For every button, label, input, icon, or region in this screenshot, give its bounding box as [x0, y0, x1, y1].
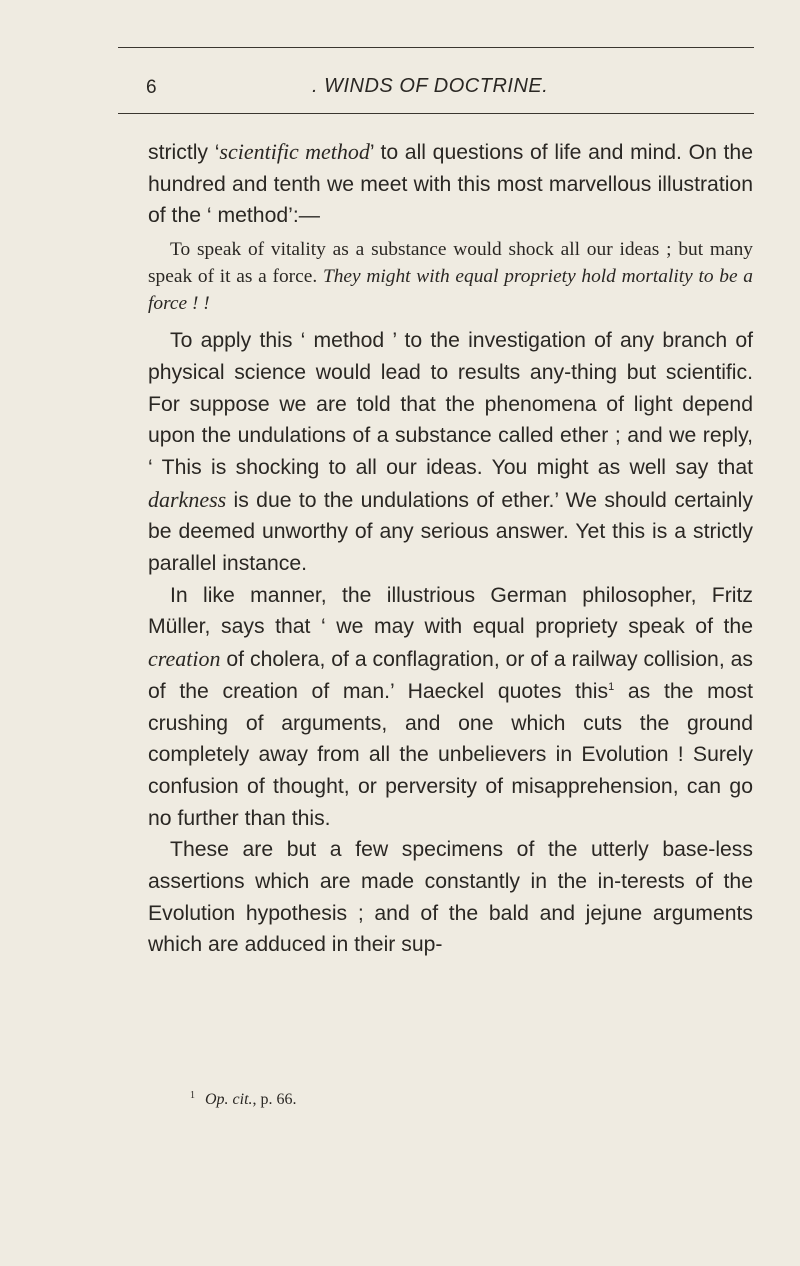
footnote-ref: Op. cit.	[205, 1091, 253, 1108]
footnote-number: 1	[190, 1089, 195, 1101]
page-number: 6	[146, 77, 157, 98]
italic-word: darkness	[148, 486, 227, 512]
footnote	[190, 1091, 297, 1109]
footnote-marker[interactable]: 1	[608, 680, 615, 693]
block-quote: To speak of vitality as a substance would shock all our ideas ; but many speak of it as a force. They might with equal propriety hold mortality to be a force ! !	[148, 239, 754, 315]
footnote-page: , p. 66.	[252, 1091, 297, 1108]
header-rule-bottom	[118, 113, 754, 114]
italic-phrase: They might with equal propriety hold mortality to be a force ! !	[148, 266, 754, 315]
paragraph-4: These are but a few specimens of the utterly base-less assertions which are made constantly in the in-terests of the Evolution hypothesis ; and of the bald and jejune arguments which are adduced in their sup-	[148, 838, 753, 957]
running-head: . WINDS OF DOCTRINE.	[312, 75, 549, 97]
paragraph-2: To apply this ‘ method ’ to the investigation of any branch of physical science would lead to results any-thing but scientific. For suppose we are told that the phenomena of light depend upon the undulations of a substance called ether ; and we reply, ‘ This is shocking to all our ideas. You might as well say that darkness is due to the undulations of ether.’ We should certainly be deemed unworthy of any serious answer. Yet this is a strictly parallel instance.	[148, 329, 753, 576]
body-text	[148, 136, 753, 961]
paragraph-3: In like manner, the illustrious German philosopher, Fritz Müller, says that ‘ we may with equal propriety speak of the creation of cholera, of a conflagration, or of a railway collision, as of the creation of man.’ Haeckel quotes this$^1$ as the most crushing of arguments, and one which cuts the ground completely away from all the unbelievers in Evolution ! Surely confusion of thought, or perversity of misapprehension, can go no further than this.	[148, 583, 754, 830]
italic-phrase: scientific method	[219, 139, 370, 164]
italic-word: creation	[148, 646, 221, 672]
header-rule-top	[118, 47, 754, 48]
paragraph-1: strictly ‘scientific method’ to all questions of life and mind. On the hundred and tenth we meet with this most marvellous illustration of the ‘ method’:—	[148, 139, 753, 228]
